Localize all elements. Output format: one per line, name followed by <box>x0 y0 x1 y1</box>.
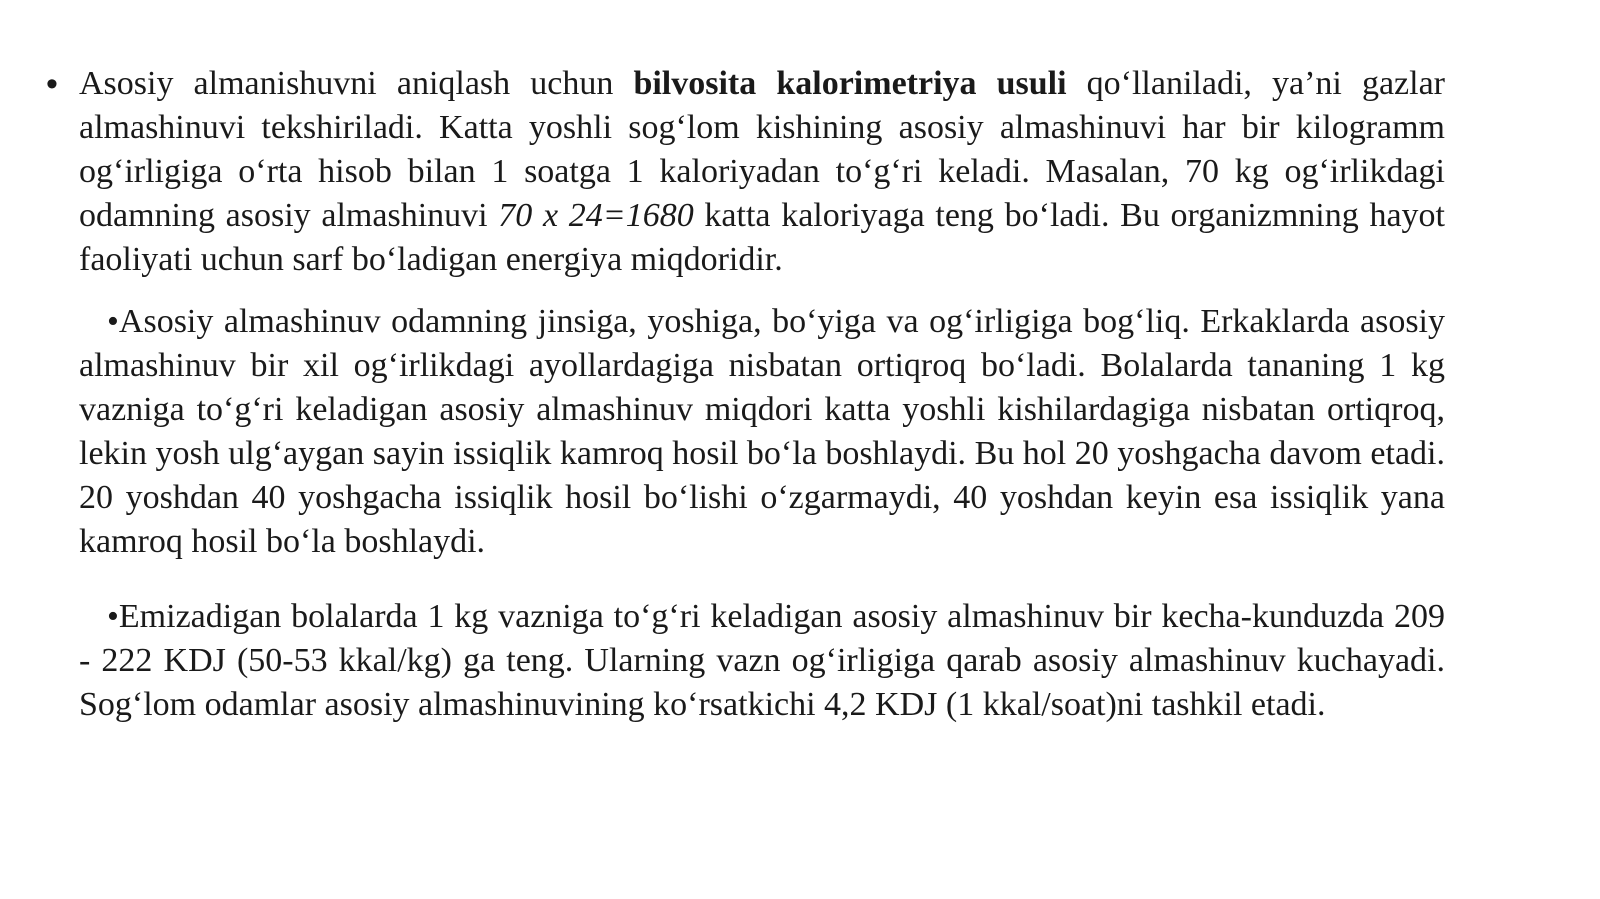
paragraph-infant-metabolism <box>79 595 1445 727</box>
bullet-icon: • <box>107 598 119 635</box>
bullet-icon: • <box>46 65 58 103</box>
paragraph-basal-metabolism-method <box>79 62 1445 282</box>
paragraph-1-bold-term: bilvosita kalorimetriya usuli <box>633 65 1067 102</box>
paragraph-1-text-start: Asosiy almanishuvni aniqlash uchun <box>79 65 634 102</box>
paragraph-2-text: Asosiy almashinuv odamning jinsiga, yoshiga, bo‘yiga va og‘irligiga bog‘liq. Erkaklarda asosiy almashinuv bir xil og‘irlikdagi ayollardagiga nisbatan ortiqroq bo‘ladi. Bolalarda tananing 1 kg vazniga to‘g‘ri keladigan asosiy almashinuv miqdori katta yoshli kishilardagiga nisbatan ortiqroq, lekin yosh ulg‘aygan sayin issiqlik kamroq hosil bo‘la boshlaydi. Bu hol 20 yoshgacha davom etadi. 20 yoshdan 40 yoshgacha issiqlik hosil bo‘lishi o‘zgarmaydi, 40 yoshdan keyin esa issiqlik yana kamroq hosil bo‘la boshlaydi. <box>79 303 1445 560</box>
paragraph-1-text-end: katta kaloriyaga teng bo‘ladi. Bu organizmning hayot faoliyati uchun sarf bo‘ladigan energiya miqdoridir. <box>79 197 1445 278</box>
paragraph-3-text: Emizadigan bolalarda 1 kg vazniga to‘g‘ri keladigan asosiy almashinuv bir kecha-kunduzda 209 - 222 KDJ (50-53 kkal/kg) ga teng. Ularning vazn og‘irligiga qarab asosiy almashinuv kuchayadi. Sog‘lom odamlar asosiy almashinuvining ko‘rsatkichi 4,2 KDJ (1 kkal/soat)ni tashkil etadi. <box>79 598 1445 723</box>
bullet-icon: • <box>107 303 119 340</box>
paragraph-metabolism-factors <box>79 300 1445 564</box>
paragraph-1-italic-formula: 70 x 24=1680 <box>498 197 694 234</box>
paragraph-1-text-middle: qo‘llaniladi, ya’ni gazlar almashinuvi tekshiriladi. Katta yoshli sog‘lom kishining asosiy almashinuvi har bir kilogramm og‘irligiga o‘rta hisob bilan 1 soatga 1 kaloriyadan to‘g‘ri keladi. Masalan, 70 kg og‘irlikdagi odamning asosiy almashinuvi <box>79 65 1445 234</box>
